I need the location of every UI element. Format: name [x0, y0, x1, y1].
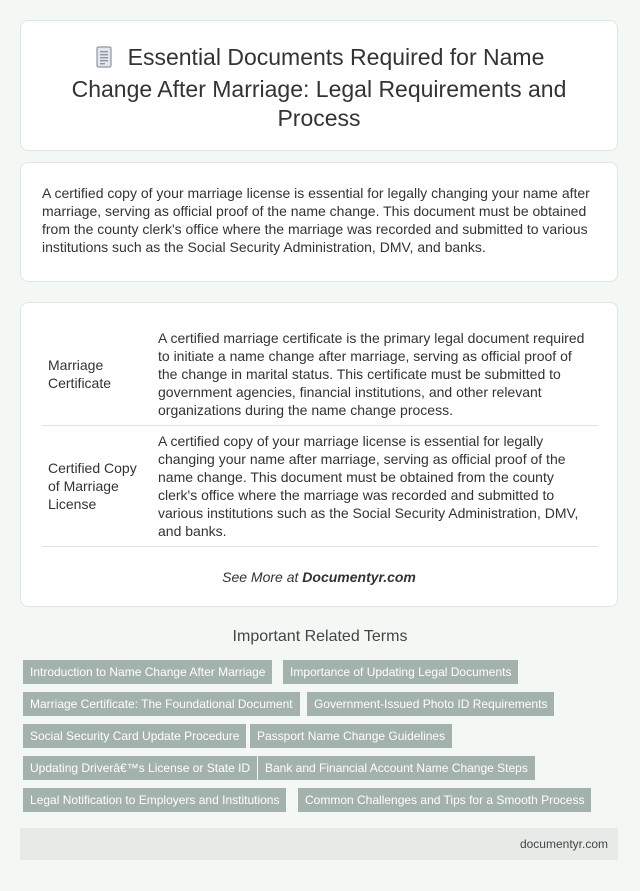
related-term-tag[interactable]: Introduction to Name Change After Marriage [23, 660, 272, 684]
documents-card [20, 302, 618, 607]
document-term: Certified Copy of Marriage License [42, 426, 152, 547]
documents-table [42, 323, 598, 547]
intro-card [20, 162, 618, 282]
related-term-tag[interactable]: Bank and Financial Account Name Change Steps [258, 756, 535, 780]
related-term-tag[interactable]: Passport Name Change Guidelines [250, 724, 452, 748]
see-more-line [21, 569, 617, 585]
related-term-tag[interactable]: Social Security Card Update Procedure [23, 724, 246, 748]
related-term-tag[interactable]: Marriage Certificate: The Foundational Document [23, 692, 300, 716]
see-more-prefix: See More at [222, 569, 299, 585]
document-description: A certified copy of your marriage license is essential for legally changing your name after marriage, serving as official proof of the name change. This document must be obtained from the county clerk's office where the marriage was recorded and submitted to various institutions such as the Social Security Administration, DMV, and banks. [152, 426, 598, 547]
title-card [20, 20, 618, 151]
page-title-text: Essential Documents Required for Name Change After Marriage: Legal Requirements and Process [71, 44, 567, 131]
related-term-tag[interactable]: Importance of Updating Legal Documents [283, 660, 518, 684]
document-icon [94, 46, 114, 75]
footer [20, 828, 618, 860]
related-term-tag[interactable]: Legal Notification to Employers and Institutions [23, 788, 286, 812]
page-title [21, 21, 617, 133]
related-term-tag[interactable]: Government-Issued Photo ID Requirements [307, 692, 554, 716]
document-description: A certified marriage certificate is the primary legal document required to initiate a name change after marriage, serving as official proof of the change in marital status. This certificate must be submitted to government agencies, financial institutions, and other relevant organizations during the name change process. [152, 323, 598, 426]
related-terms-heading: Important Related Terms [232, 628, 408, 645]
table-row [42, 323, 598, 426]
document-term: Marriage Certificate [42, 323, 152, 426]
related-term-tag[interactable]: Common Challenges and Tips for a Smooth Process [298, 788, 591, 812]
related-term-tag[interactable]: Updating Driverâ€™s License or State ID [23, 756, 257, 780]
see-more-link[interactable]: Documentyr.com [302, 569, 416, 585]
intro-paragraph: A certified copy of your marriage license is essential for legally changing your name after marriage, serving as official proof of the name change. This document must be obtained from the county clerk's office where the marriage was recorded and submitted to various institutions such as the Social Security Administration, DMV, and banks. [42, 185, 590, 255]
footer-site[interactable]: documentyr.com [519, 837, 608, 851]
table-row [42, 426, 598, 547]
